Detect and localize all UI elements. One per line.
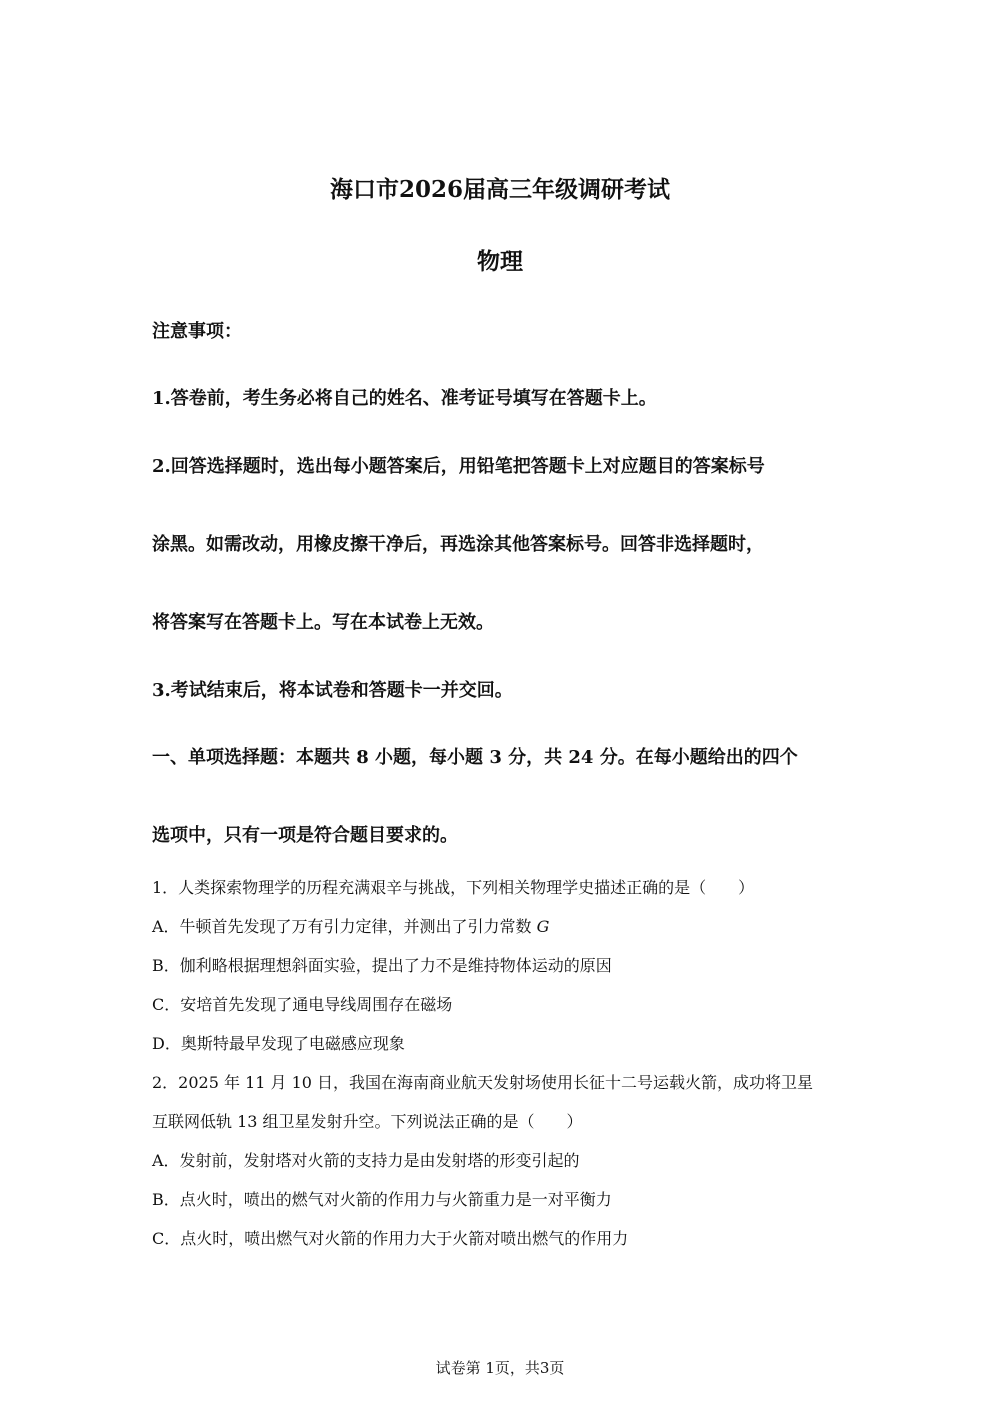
question-1-option-b: B．伽利略根据理想斜面实验，提出了力不是维持物体运动的原因 xyxy=(152,956,612,975)
question-2-option-b: B．点火时，喷出的燃气对火箭的作用力与火箭重力是一对平衡力 xyxy=(152,1190,612,1209)
notice-item-2-line-2: 涂黑。如需改动，用橡皮擦干净后，再选涂其他答案标号。回答非选择题时， xyxy=(152,534,764,555)
subject-title: 物理 xyxy=(477,248,523,275)
question-1-option-a xyxy=(152,914,549,937)
notice-item-2-line-1: 2.回答选择题时，选出每小题答案后，用铅笔把答题卡上对应题目的答案标号 xyxy=(152,456,765,477)
question-2-stem-line-2: 互联网低轨 13 组卫星发射升空。下列说法正确的是（ ） xyxy=(152,1112,583,1131)
question-2-option-c: C．点火时，喷出燃气对火箭的作用力大于火箭对喷出燃气的作用力 xyxy=(152,1229,629,1248)
section-1-heading-line-2: 选项中，只有一项是符合题目要求的。 xyxy=(152,825,458,846)
section-1-heading-line-1: 一、单项选择题：本题共 8 小题，每小题 3 分，共 24 分。在每小题给出的四个 xyxy=(152,747,798,768)
question-1-stem: 1．人类探索物理学的历程充满艰辛与挑战，下列相关物理学史描述正确的是（ ） xyxy=(152,878,755,897)
question-1-option-c: C．安培首先发现了通电导线周围存在磁场 xyxy=(152,995,453,1014)
exam-title: 海口市2026届高三年级调研考试 xyxy=(329,176,670,203)
notice-item-3: 3.考试结束后，将本试卷和答题卡一并交回。 xyxy=(152,680,513,701)
page-footer: 试卷第 1页，共3页 xyxy=(435,1359,565,1377)
question-2-option-a: A．发射前，发射塔对火箭的支持力是由发射塔的形变引起的 xyxy=(152,1151,580,1170)
notice-item-1: 1.答卷前，考生务必将自己的姓名、准考证号填写在答题卡上。 xyxy=(152,388,657,409)
notice-item-2-line-3: 将答案写在答题卡上。写在本试卷上无效。 xyxy=(152,612,494,633)
question-2-stem-line-1: 2．2025 年 11 月 10 日，我国在海南商业航天发射场使用长征十二号运载火箭，成功将卫星 xyxy=(152,1073,814,1092)
option-a-text: A．牛顿首先发现了万有引力定律，并测出了引力常数 xyxy=(152,917,537,936)
gravitational-constant-symbol: G xyxy=(536,917,550,936)
question-1-option-d: D．奥斯特最早发现了电磁感应现象 xyxy=(152,1034,405,1053)
notice-heading: 注意事项： xyxy=(152,321,242,342)
